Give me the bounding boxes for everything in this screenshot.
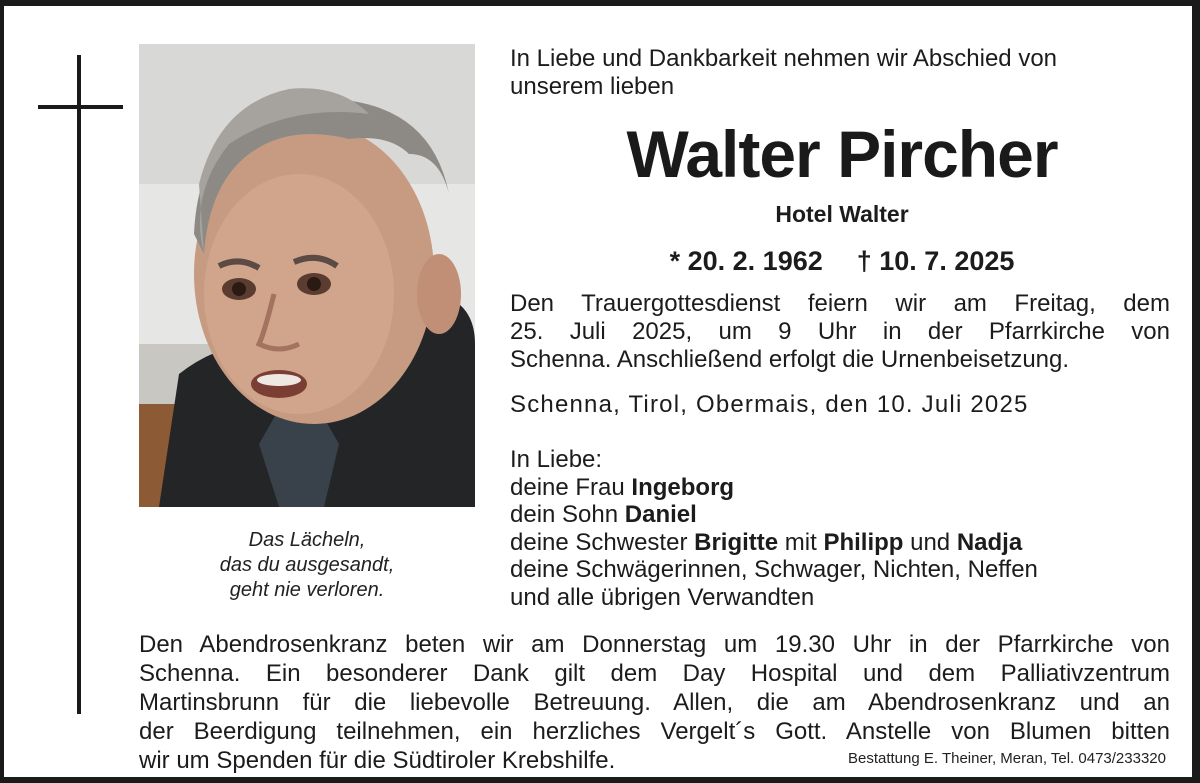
family-list — [510, 446, 1174, 611]
family-line: deine Schwägerinnen, Schwager, Nichten, Neffen — [510, 556, 1038, 583]
rosary-line: Schenna. Ein besonderer Dank gilt dem Day Hospital und dem Palliativzentrum — [139, 660, 1170, 687]
family-heading: In Liebe: — [510, 446, 603, 473]
family-line: deine Frau Ingeborg — [510, 473, 735, 501]
quote-line: das du ausgesandt, — [219, 554, 395, 576]
relative-name: Nadja — [956, 528, 1023, 556]
intro-line: unserem lieben — [510, 73, 675, 100]
quote-line: Das Lächeln, — [248, 529, 366, 551]
death-date: † 10. 7. 2025 — [856, 246, 1015, 276]
family-line: und alle übrigen Verwandten — [510, 583, 815, 611]
memorial-quote — [139, 528, 475, 603]
intro-line: In Liebe und Dankbarkeit nehmen wir Abschied von — [510, 45, 1058, 72]
rosary-line: Martinsbrunn für die liebevolle Betreuung. Allen, die am Abendrosenkranz und an — [139, 689, 1170, 716]
life-dates — [510, 244, 1174, 278]
cross-icon-bar — [38, 105, 123, 109]
service-line: 25. Juli 2025, um 9 Uhr in der Pfarrkirche von — [510, 318, 1170, 345]
birth-date: * 20. 2. 1962 — [669, 246, 823, 276]
place-and-date: Schenna, Tirol, Obermais, den 10. Juli 2025 — [510, 391, 1029, 418]
relative-name: Ingeborg — [631, 473, 735, 501]
portrait-photo — [139, 44, 475, 507]
family-line: dein Sohn Daniel — [510, 501, 697, 528]
undertaker-contact: Bestattung E. Theiner, Meran, Tel. 0473/233320 — [847, 750, 1166, 767]
relative-name: Philipp — [823, 528, 904, 556]
rosary-line: wir um Spenden für die Südtiroler Krebshilfe. — [139, 747, 616, 774]
deceased-subtitle: Hotel Walter — [775, 201, 909, 227]
relative-name: Brigitte — [694, 528, 779, 556]
intro-text — [510, 45, 1174, 101]
relative-name: Daniel — [624, 501, 697, 528]
cross-icon — [77, 55, 81, 714]
family-line: deine Schwester Brigitte mit Philipp und Nadja — [510, 528, 1023, 556]
funeral-service-text — [510, 290, 1170, 374]
rosary-line: Den Abendrosenkranz beten wir am Donnerstag um 19.30 Uhr in der Pfarrkirche von — [139, 631, 1170, 658]
service-line: Schenna. Anschließend erfolgt die Urnenbeisetzung. — [510, 346, 1070, 373]
service-line: Den Trauergottesdienst feiern wir am Freitag, dem — [510, 290, 1170, 317]
rosary-line: der Beerdigung teilnehmen, ein herzliches Vergelt´s Gott. Anstelle von Blumen bitten — [139, 718, 1170, 745]
quote-line: geht nie verloren. — [229, 579, 385, 601]
deceased-name: Walter Pircher — [626, 117, 1058, 191]
